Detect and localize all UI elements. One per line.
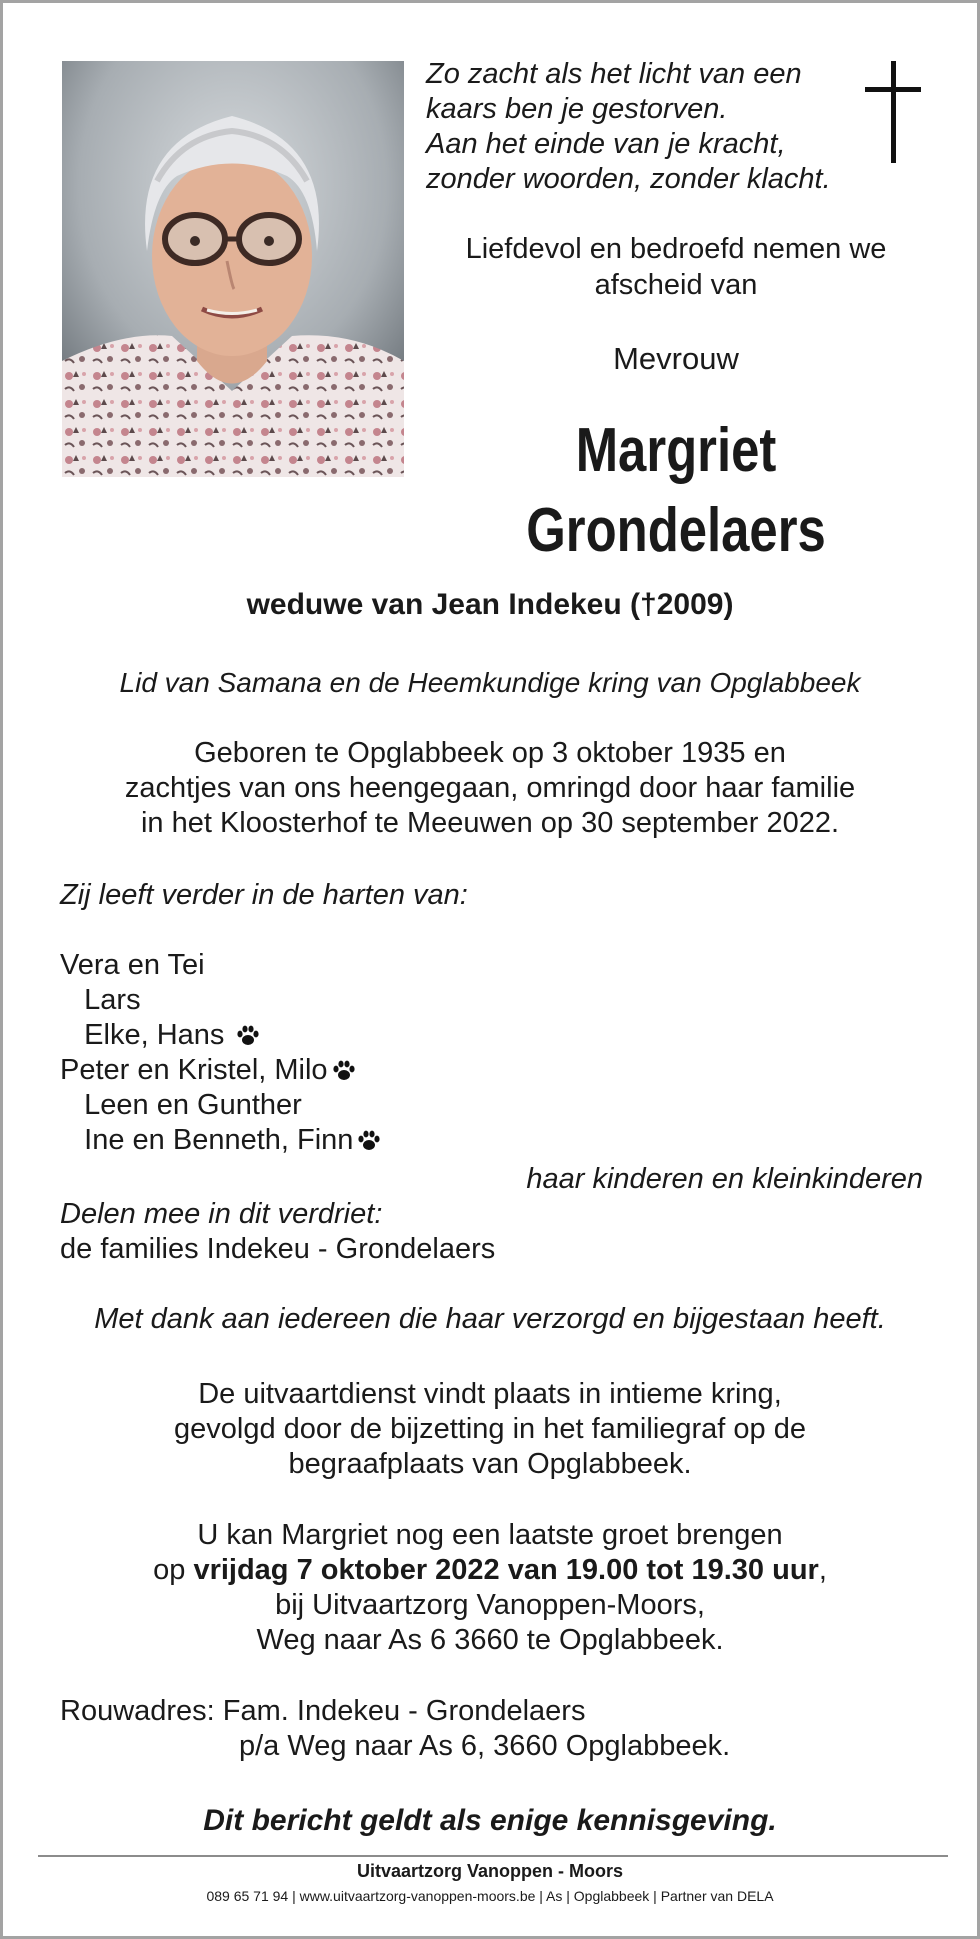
survivor-name: Peter en Kristel, Milo: [60, 1054, 328, 1086]
poem-line: Zo zacht als het licht van een: [426, 58, 802, 90]
sharing-text: de families Indekeu - Grondelaers: [60, 1233, 496, 1265]
survivor-name: Leen en Gunther: [60, 1089, 302, 1121]
intro-line-2: afscheid van: [594, 269, 758, 301]
paw-print-icon: [236, 1024, 260, 1048]
funeral-company-name: Uitvaartzorg Vanoppen - Moors: [356, 1861, 624, 1881]
visitation-line-2: [3, 1553, 977, 1588]
membership-line: Lid van Samana en de Heemkundige kring van Opglabbeek: [119, 667, 861, 698]
footer-divider: [38, 1855, 948, 1857]
visitation-line-3: bij Uitvaartzorg Vanoppen-Moors,: [275, 1589, 705, 1621]
survivor-row: [60, 983, 381, 1018]
visitation-line-4: Weg naar As 6 3660 te Opglabbeek.: [256, 1624, 724, 1656]
survivors-intro: Zij leeft verder in de harten van:: [60, 879, 468, 911]
portrait-photo: [62, 61, 404, 477]
visitation-text: [3, 1518, 977, 1658]
service-line: gevolgd door de bijzetting in het familiegraf op de: [174, 1413, 806, 1445]
first-name: Margriet: [575, 416, 777, 485]
mourning-address-line-2: p/a Weg naar As 6, 3660 Opglabbeek.: [239, 1730, 731, 1762]
survivor-name: Lars: [60, 984, 141, 1016]
birth-death-line: zachtjes van ons heengegaan, omringd door haar familie: [124, 772, 856, 804]
visitation-datetime: vrijdag 7 oktober 2022 van 19.00 tot 19.30 uur: [193, 1554, 819, 1586]
cross-icon: [865, 61, 921, 163]
poem: [426, 57, 866, 197]
birth-death-line: Geboren te Opglabbeek op 3 oktober 1935 en: [194, 737, 786, 769]
survivor-row: [60, 1123, 381, 1158]
poem-line: Aan het einde van je kracht,: [426, 128, 786, 160]
sharing-label: Delen mee in dit verdriet:: [60, 1198, 383, 1230]
visitation-suffix: ,: [818, 1554, 827, 1586]
intro-line-1: Liefdevol en bedroefd nemen we: [465, 233, 887, 265]
survivor-name: Elke, Hans: [60, 1019, 233, 1051]
survivor-row: [60, 1018, 381, 1053]
widow-line: weduwe van Jean Indekeu (†2009): [246, 588, 734, 621]
survivor-row: [60, 1088, 381, 1123]
survivors-list: [60, 948, 381, 1158]
visitation-line-1: U kan Margriet nog een laatste groet brengen: [197, 1519, 783, 1551]
survivor-row: [60, 1053, 381, 1088]
survivor-name: Vera en Tei: [60, 949, 205, 981]
thanks-line: Met dank aan iedereen die haar verzorgd en bijgestaan heeft.: [94, 1303, 886, 1335]
poem-line: zonder woorden, zonder klacht.: [426, 163, 831, 195]
visitation-prefix: op: [153, 1554, 194, 1586]
notice-line: Dit bericht geldt als enige kennisgeving.: [203, 1804, 777, 1837]
survivor-name: Ine en Benneth, Finn: [60, 1124, 354, 1156]
birth-death-text: [3, 736, 977, 841]
last-name: Grondelaers: [526, 496, 826, 565]
intro-text: [426, 231, 926, 303]
birth-death-line: in het Kloosterhof te Meeuwen op 30 september 2022.: [140, 807, 840, 839]
funeral-company-contact: 089 65 71 94 | www.uitvaartzorg-vanoppen-moors.be | As | Opglabbeek | Partner van DELA: [206, 1888, 774, 1904]
service-line: begraafplaats van Opglabbeek.: [288, 1448, 692, 1480]
paw-print-icon: [332, 1059, 356, 1083]
mourning-address-line-1: Rouwadres: Fam. Indekeu - Grondelaers: [60, 1695, 586, 1727]
survivors-closing: haar kinderen en kleinkinderen: [526, 1163, 923, 1195]
poem-line: kaars ben je gestorven.: [426, 93, 728, 125]
survivor-row: [60, 948, 381, 983]
deceased-name: [471, 411, 881, 571]
service-text: [3, 1377, 977, 1482]
service-line: De uitvaartdienst vindt plaats in intieme kring,: [198, 1378, 782, 1410]
portrait-illustration: [62, 61, 404, 477]
honorific: Mevrouw: [613, 341, 739, 376]
paw-print-icon: [357, 1129, 381, 1153]
